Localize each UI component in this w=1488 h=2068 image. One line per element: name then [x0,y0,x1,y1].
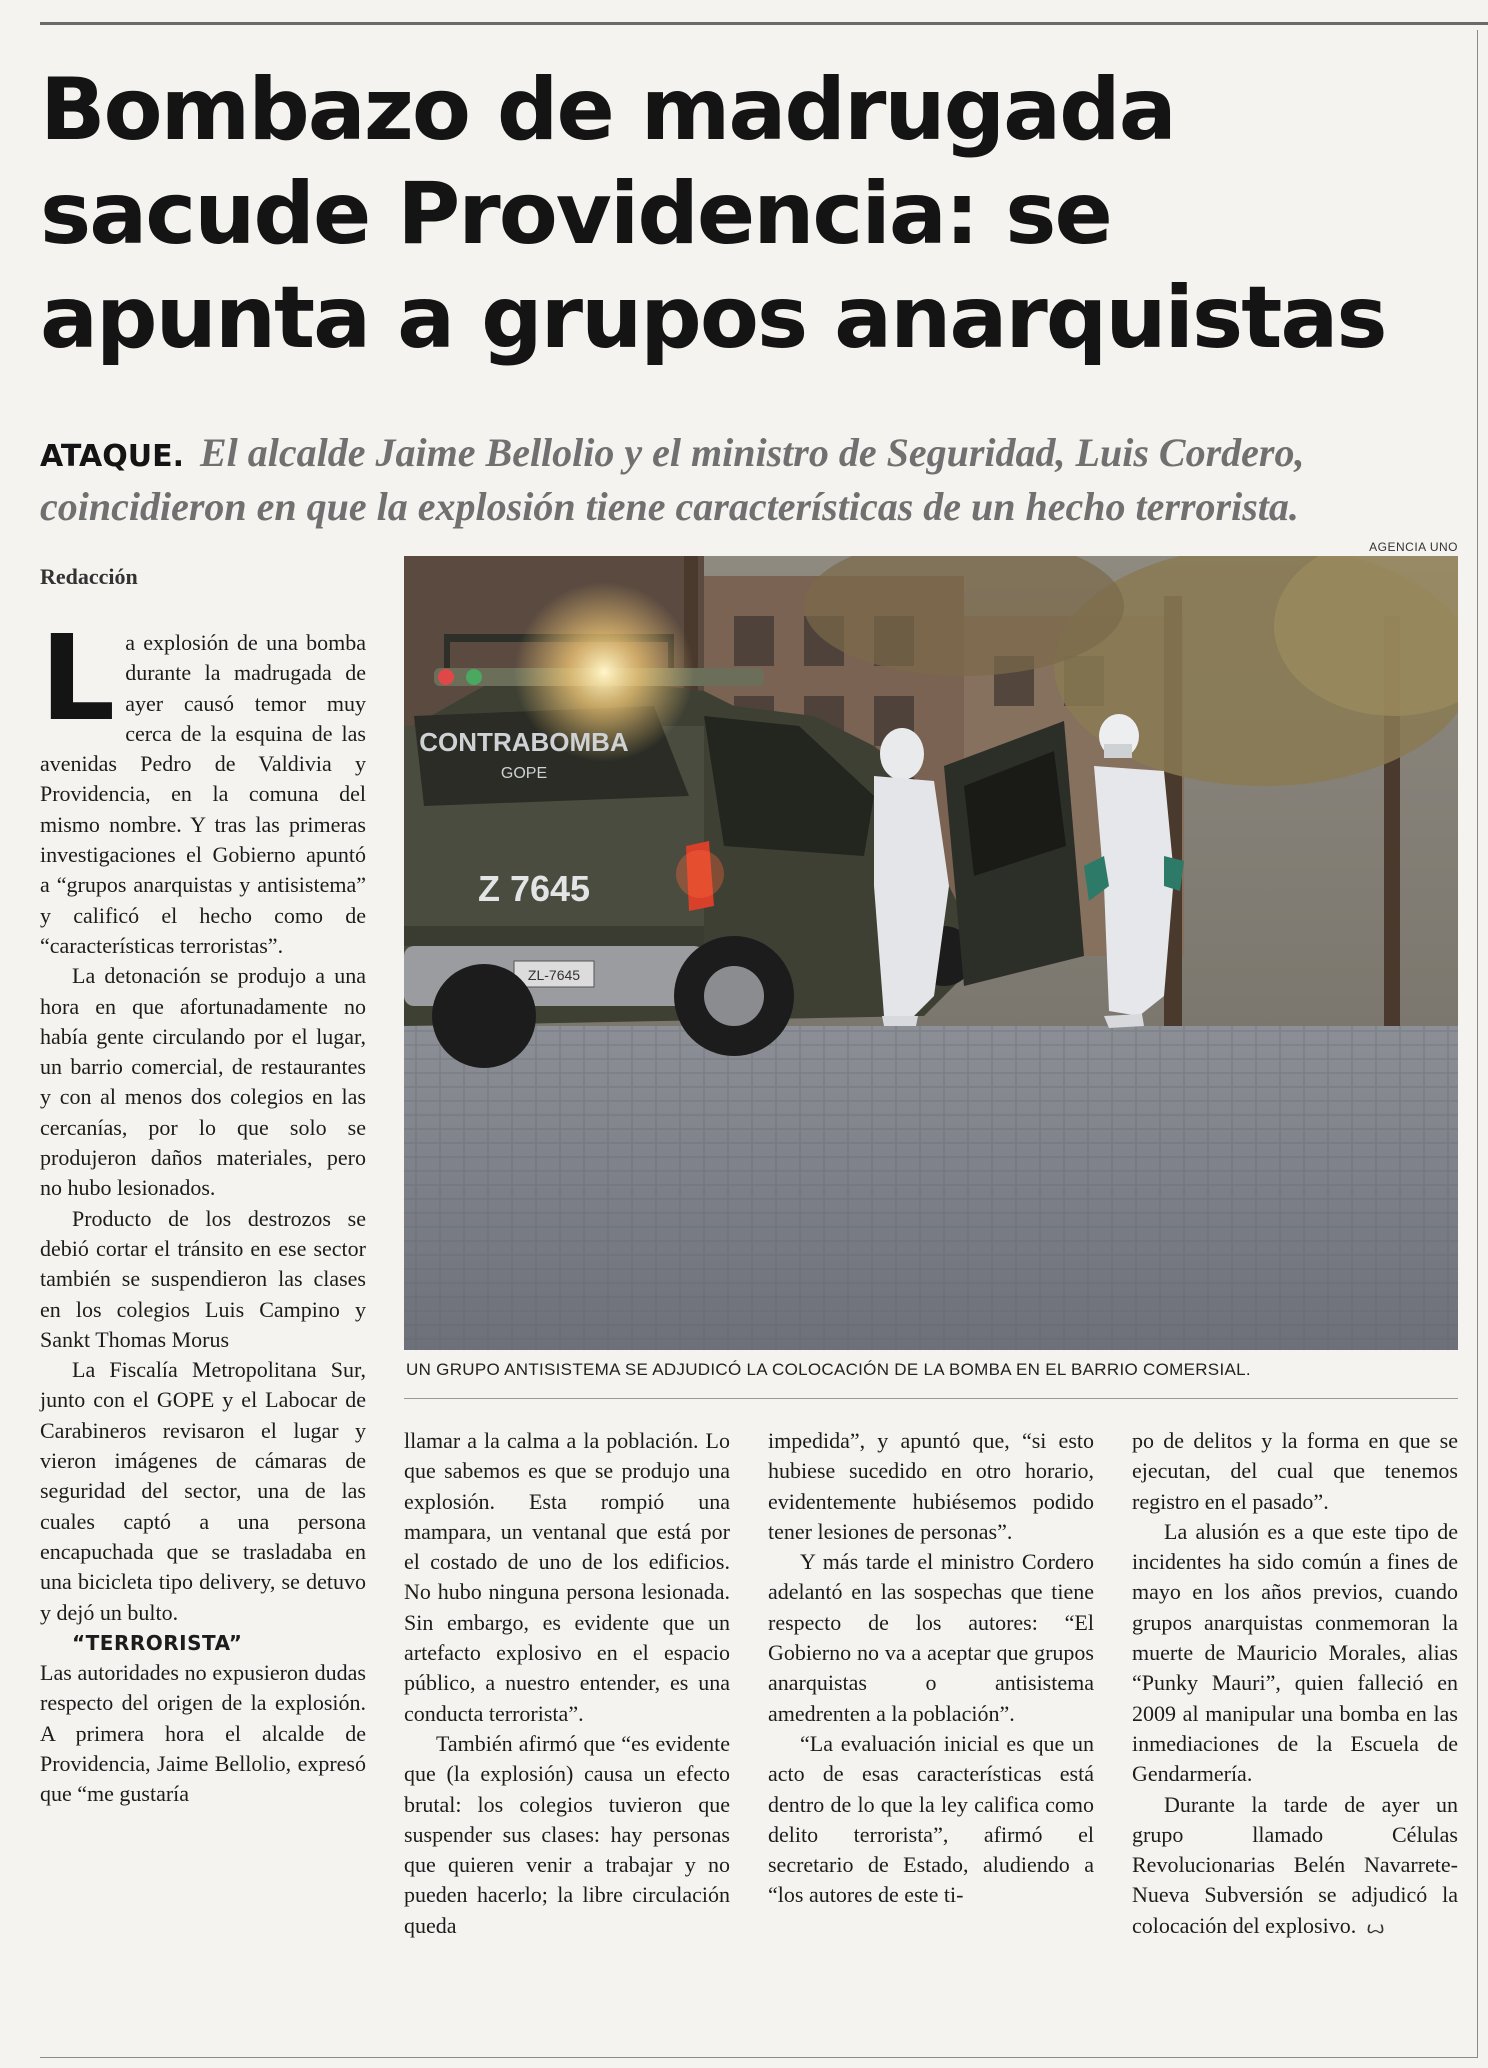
top-rule [40,22,1488,25]
photo-credit: AGENCIA UNO [1369,540,1458,554]
paragraph-10: “La evaluación inicial es que un acto de esas características está dentro de lo que la ley califica como delito terrorista”, afirmó el secretario de Estado, aludiendo a “los autores de este ti- [768,1730,1094,1908]
paragraph-11: po de delitos y la forma en que se ejecutan, del cual que tenemos registro en el pasado”. [1132,1428,1458,1514]
vehicle-label: CONTRABOMBA [419,727,629,757]
right-rule [1477,30,1478,2058]
paragraph-1-text: a explosión de una bomba durante la madrugada de ayer causó temor muy cerca de la esquina de las avenidas Pedro de Valdivia y Providencia, en la comuna del mismo nombre. Y tras las primeras investigaciones el Gobierno apuntó a “grupos anarquistas y antisistema” y calificó el hecho como de “características terroristas”. [40,630,366,958]
photo-caption: UN GRUPO ANTISISTEMA SE ADJUDICÓ LA COLOCACIÓN DE LA BOMBA EN EL BARRIO COMERSIAL. [406,1360,1251,1379]
paragraph-2: La detonación se produjo a una hora en que afortunadamente no había gente circulando por el lugar, un barrio comercial, de restaurantes y con al menos dos colegios en las cercanías, por lo que solo se produjeron daños materiales, pero no hubo lesionados. [40,963,366,1201]
paragraph-6: llamar a la calma a la población. Lo que sabemos es que se produjo una explosión. Esta rompió una mampara, un ventanal que está por el costado de uno de los edificios. No hubo ninguna persona lesionada. Sin embargo, es evidente que un artefacto explosivo en el espacio público, a nuestro entender, es una conducta terrorista”. [404,1428,730,1726]
deck [40,428,1420,532]
end-mark: ꙍ [1366,1916,1385,1938]
news-photo [404,556,1458,1350]
kicker: ATAQUE. [40,439,184,474]
column-1 [40,609,366,1810]
paragraph-3: Producto de los destrozos se debió cortar el tránsito en ese sector también se suspendieron las clases en los colegios Luis Campino y Sankt Thomas Morus [40,1205,366,1352]
column-4 [1132,1426,1458,1943]
paragraph-1 [40,609,366,961]
vehicle-sublabel: GOPE [500,765,548,782]
column-2 [404,1426,730,1941]
caption-rule [404,1398,1458,1399]
bomb-squad-truck-photo [404,556,1458,1350]
paragraph-9: Y más tarde el ministro Cordero adelantó en las sospechas que tiene respecto de los autores: “El Gobierno no va a aceptar que grupos anarquistas o antisistema amedrenten a la población”. [768,1549,1094,1726]
paragraph-8: impedida”, y apuntó que, “si esto hubiese sucedido en otro horario, evidentemente hubiésemos podido tener lesiones de personas”. [768,1428,1094,1544]
headline: Bombazo de madrugada sacude Providencia: se apunta a grupos anarquistas [40,60,1386,368]
bottom-rule [40,2057,1478,2058]
column-3 [768,1426,1094,1911]
paragraph-7: También afirmó que “es evidente que (la explosión) causa un efecto brutal: los colegios tuvieron que suspender sus clases: hay personas que quieren venir a trabajar y no pueden hacerlo; la libre circulación queda [404,1730,730,1938]
deck-text: El alcalde Jaime Bellolio y el ministro de Seguridad, Luis Cordero, coincidieron en que la explosión tiene características de un hecho terrorista. [40,430,1305,529]
subhead: “TERRORISTA” [72,1630,243,1655]
paragraph-13 [1132,1790,1458,1943]
paragraph-13-text: Durante la tarde de ayer un grupo llamado Células Revolucionarias Belén Navarrete-Nueva Subversión se adjudicó la colocación del explosivo. [1132,1791,1458,1938]
paragraph-5: Las autoridades no expusieron dudas respecto del origen de la explosión. A primera hora el alcalde de Providencia, Jaime Bellolio, expresó que “me gustaría [40,1660,366,1807]
byline: Redacción [40,564,138,589]
vehicle-number: Z 7645 [477,868,591,909]
svg-text:ZL-7645: ZL-7645 [527,967,581,983]
paragraph-4: La Fiscalía Metropolitana Sur, junto con el GOPE y el Labocar de Carabineros revisaron el lugar y vieron imágenes de cámaras de seguridad del sector, una de las cuales captó a una persona encapuchada que se trasladaba en una bicicleta tipo delivery, se detuvo y dejó un bulto. [40,1357,366,1625]
drop-cap: L [40,609,116,747]
paragraph-12: La alusión es a que este tipo de incidentes ha sido común a fines de mayo en los años previos, cuando grupos anarquistas conmemoran la muerte de Mauricio Morales, alias “Punky Mauri”, quien falleció en 2009 al manipular una bomba en las inmediaciones de la Escuela de Gendarmería. [1132,1518,1458,1787]
